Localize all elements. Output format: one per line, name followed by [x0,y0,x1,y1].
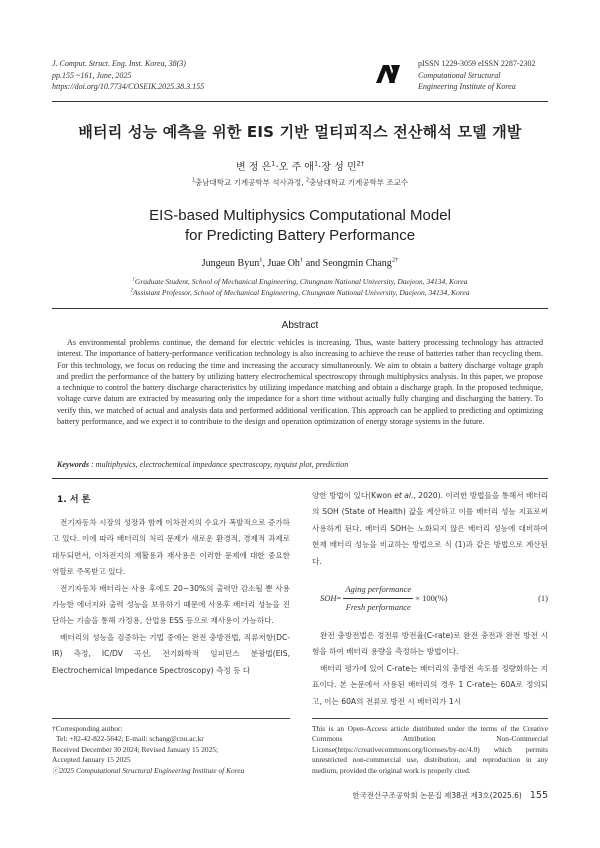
equation-number: (1) [538,592,548,603]
paragraph [312,488,548,570]
affiliation: 충남대학교 기계공학부 석사과정, [195,178,304,187]
english-authors [0,258,600,269]
abstract-text: As environmental problems continue, the demand for electric vehicles is increasing. Thus, waste battery processing technology has attracted interest. The importance of battery-performance verification technology is also increasing to achieve the reuse of batteries rather than recycling them. For this technology, we focus on reducing the time and increasing the accuracy simultaneously. We aim to obtain a battery discharge voltage graph and predict the performance of the battery by utilizing battery electrochemical spectroscopy through multiphysics analysis. In this paper, we propose a technique to control the battery discharge characteristics by utilizing impedance matching and obtain a discharge graph. In the proposed technique, voltage curve datum are extracted by measuring only the impedance for a short time without actually fully charging and discharging the battery. To verify this, we matched of actual and analysis data and performed additional verification. This approach can be applied to predicting and optimizing battery performance, and we expect it to contribute to the design and operation optimization of energy storage systems in the future. [57,338,543,427]
author-sup: 2† [356,159,365,168]
journal-info [418,58,536,93]
abstract-rule [52,478,548,479]
header-rule [52,101,548,102]
right-column [312,488,548,710]
text-run: et al [394,491,412,500]
equation-fraction [343,581,413,615]
footer-journal: 한국전산구조공학회 논문집 제38권 제3호(2025.6) [352,791,522,800]
corresponding-label: †Corresponding author: [52,724,123,733]
received-dates: Received December 30 2024; Revised January 15 2025; [52,744,219,754]
affil-sup: 2 [130,288,133,293]
equation [312,578,548,618]
equation-equals: = [336,592,342,603]
author-name: Jungeun Byun [201,258,260,269]
author-separator: and [303,258,323,269]
title-rule [52,308,548,309]
abstract-heading: Abstract [281,320,319,331]
korean-title: 배터리 성능 예측을 위한 EIS 기반 멀티피직스 전산해석 모델 개발 [78,123,522,141]
author-name: 오 주 애 [278,162,314,173]
english-affiliations [0,277,600,298]
doi-link[interactable]: https://doi.org/10.7734/COSEIK.2025.38.3.155 [52,82,205,91]
page-footer [0,790,548,801]
equation-rhs: × 100(%) [415,592,448,603]
equation-body [312,581,448,615]
english-title-line: EIS-based Multiphysics Computational Model [149,207,451,224]
english-title-line: for Predicting Battery Performance [184,227,416,244]
author-name: Seongmin Chang [322,258,392,269]
paragraph: 전기자동차 시장의 성장과 함께 이차전지의 수요가 폭발적으로 증가하고 있다. 이에 따라 배터리의 처리 문제가 새로운 환경적, 경제적 과제로 대두되면서, 이차전지의 재활용과 재사용은 이러한 문제에 대한 중요한 역할로 주목받고 있다. [52,518,290,577]
author-sup: 1 [271,159,276,168]
citation-line: J. Comput. Struct. Eng. Inst. Korea, 38(3) [52,59,186,68]
author-name: Juae Oh [267,258,300,269]
author-name: 변 정 은 [235,162,272,173]
text-run: ., 2020). 이러한 방법들을 통해서 배터리의 SOH (State of Health) 값을 계산하고 이를 배터리 성능 지표로써 사용하게 된다. 배터리 SOH는 노화되지 않은 배터리 성능에 대비하여 현재 배터리 성능을 비교하는 방법으로 식 (1)과 같은 방법으로 계산된다. [312,491,548,566]
affiliation: Graduate Student, School of Mechanical Engineering, Chungnam National University, Daejeon, 34134, Korea [134,277,468,286]
author-sup: 1 [313,159,319,168]
society-name-line2: Engineering Institute of Korea [418,82,516,91]
korean-affiliations [0,177,600,188]
section-title: 1. 서 론 [57,495,91,505]
contact-info: Tel: +82-42-822-5642; E-mail: schang@cnu.ac.kr [56,734,204,744]
keywords-list: multiphysics, electrochemical impedance spectroscopy, nyquist plot, prediction [95,460,349,469]
journal-logo-icon [374,64,402,84]
equation-numerator: Aging performance [343,581,413,598]
license-text: This is an Open-Access article distributed under the terms of the Creative Commons Attribution Non-Commercial License(https://creativecommons.org/licenses/by-nc/4.0) which permits unrestricted non-commercial use, distribution, and reproduction in any medium, provided the original work is properly cited. [312,724,548,775]
keywords [57,460,543,469]
citation-line: pp.155 ~161, June, 2025 [52,70,132,80]
keywords-label: Keywords [57,460,89,469]
society-name-line1: Computational Structural [418,70,501,80]
paragraph: 전기자동차 배터리는 사용 후에도 20~30%의 출력만 감소될 뿐 사용 가능한 에너지와 출력 성능을 보유하기 때문에 사용후 배터리 성능을 진단하는 기술을 통해 가정용, 산업용 ESS 등으로 재사용이 가능하다. [52,583,290,626]
author-separator: , [262,258,268,269]
paragraph: 배터리의 성능을 검증하는 기법 중에는 완전 충방전법, 직류저항(DC-IR) 측정, IC/DV 곡선, 전기화학적 임피던스 분광법(EIS, Electrochemical Impedance Spectroscopy) 측정 등 다 [52,632,290,675]
footnote-right [312,718,548,776]
author-sup: 1 [299,256,304,264]
page-number: 155 [529,790,548,801]
issn: pISSN 1229-3059 eISSN 2287-2302 [418,59,536,68]
affiliation: 충남대학교 기계공학부 조교수 [309,178,409,187]
paragraph: 배터리 평가에 있어 C-rate는 배터리의 충방전 속도를 정량화하는 지표이다. 본 논문에서 사용된 배터리의 경우 1 C-rate는 60A로 정의되고, 이는 60A의 전류로 방전 시 배터리가 1시 [312,663,548,706]
affil-sup: 1 [132,277,135,283]
english-title [0,206,600,246]
affiliation: Assistant Professor, School of Mechanical Engineering, Chungnam National University, Daejeon, 34134, Korea [132,287,470,297]
korean-authors: 변 정 은$^1$·오 주 애$^1$·장 성 민$^{2\dagger}$ [235,159,365,173]
left-column [52,515,290,679]
footnote-rule [312,718,548,719]
footnote-rule [52,718,290,719]
keywords-separator: : [89,460,96,469]
author-name: 장 성 민 [321,162,357,173]
footnote-left [52,718,292,776]
accepted-date: Accepted January 15 2025 [52,755,131,765]
paragraph: 완전 충방전법은 정전류 방전율(C-rate)로 완전 충전과 완전 방전 시험을 하여 배터리 용량을 측정하는 방법이다. [312,631,548,657]
author-sup: 1 [259,256,263,264]
equation-lhs: SOH [320,592,337,603]
affil-sup: 2 [306,177,310,184]
journal-citation [52,58,204,93]
author-sup: 2† [391,256,399,264]
copyright: ⓒ2025 Computational Structural Engineering Institute of Korea [52,765,245,775]
affil-sup: 1 [191,177,196,184]
text-run: 양한 방법이 있다(Kwon [312,491,395,500]
equation-denominator: Fresh performance [345,601,411,612]
